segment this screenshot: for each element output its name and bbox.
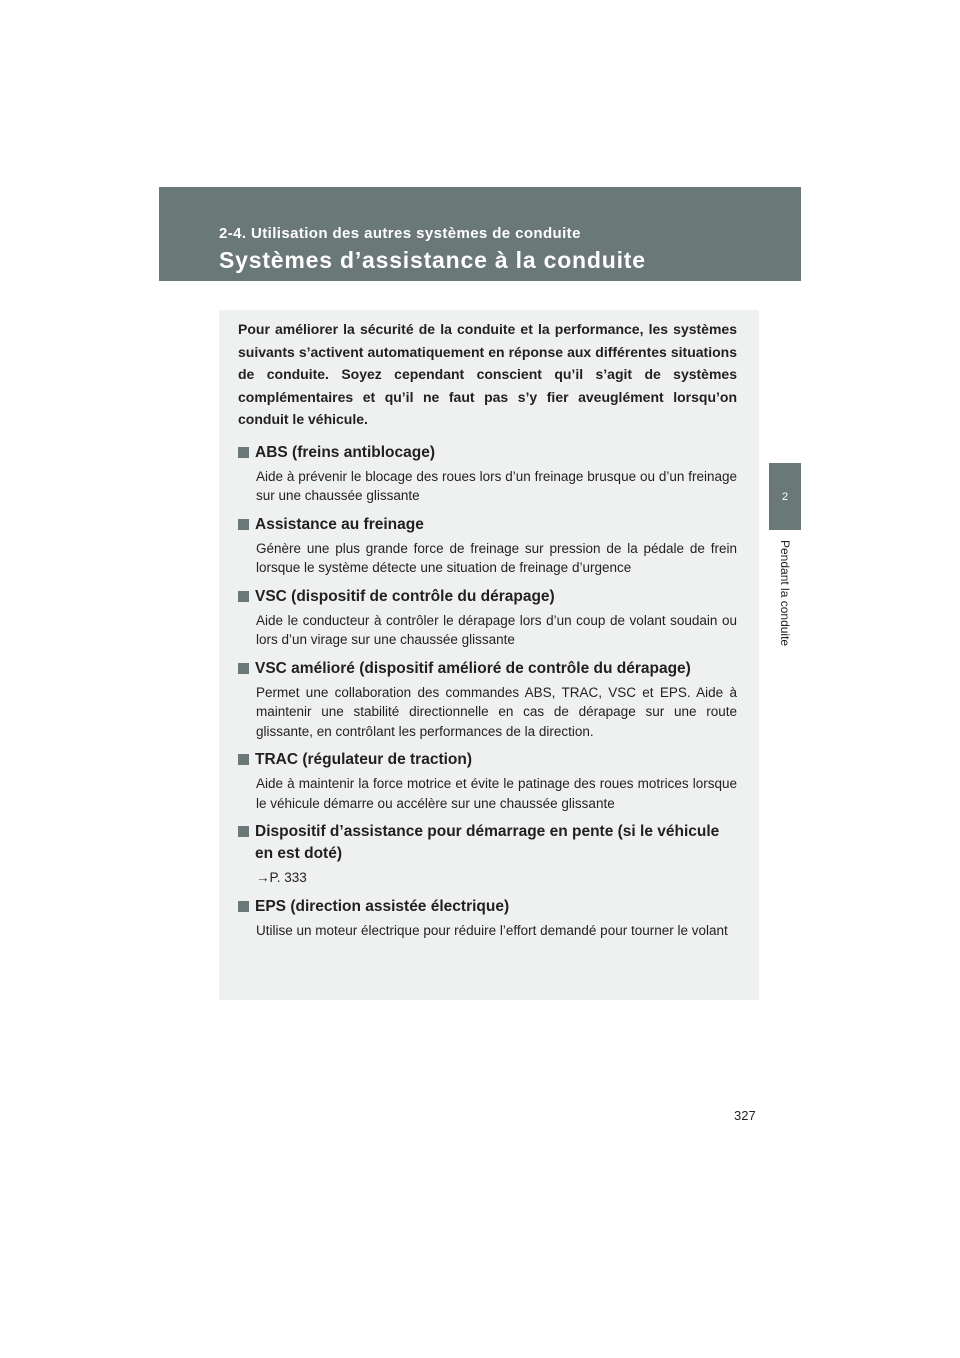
page-reference-link[interactable]: →P. 333 [256,870,307,885]
feature-description: Aide à maintenir la force motrice et évite le patinage des roues motrices lorsque le véhicule démarre ou accélère sur une chaussée glissante [256,776,737,811]
feature-description: Génère une plus grande force de freinage sur pression de la pédale de frein lorsque le système détecte une situation de freinage d’urgence [256,540,737,575]
feature-title: EPS (direction assistée électrique) [255,897,510,915]
feature-title: ABS (freins antiblocage) [255,443,435,461]
feature-hill-start-assist [238,821,737,888]
square-bullet-icon [238,591,249,602]
page-number: 327 [734,1108,756,1123]
square-bullet-icon [238,826,249,837]
chapter-tab [769,463,801,530]
feature-title: VSC amélioré (dispositif amélioré de contrôle du dérapage) [255,659,691,677]
section-label: 2-4. Utilisation des autres systèmes de conduite [219,225,581,242]
feature-title: Dispositif d’assistance pour démarrage en pente (si le véhicule en est doté) [255,823,720,862]
square-bullet-icon [238,754,249,765]
header-band [159,187,801,281]
feature-description: Aide à prévenir le blocage des roues lors d’un freinage brusque ou d’un freinage sur une chaussée glissante [256,468,737,503]
feature-vsc-enhanced [238,658,737,742]
feature-title: VSC (dispositif de contrôle du dérapage) [255,587,555,605]
square-bullet-icon [238,901,249,912]
square-bullet-icon [238,447,249,458]
feature-description: Utilise un moteur électrique pour réduire l’effort demandé pour tourner le volant [256,922,728,938]
intro-paragraph: Pour améliorer la sécurité de la conduite et la performance, les systèmes suivants s’activent automatiquement en réponse aux différentes situations de conduite. Soyez cependant conscient qu’il s’agit de systèmes complémentaires et qu’il ne faut pas s’y fier aveuglément lorsqu’on conduit le véhicule. [238,321,737,427]
feature-title: Assistance au freinage [255,515,424,533]
content-box [219,310,759,1000]
feature-eps [238,896,737,941]
feature-description: Permet une collaboration des commandes ABS, TRAC, VSC et EPS. Aide à maintenir une stabilité directionnelle en cas de dérapage sur une route glissante, en contrôlant les performances de la direction. [256,684,737,739]
feature-description: Aide le conducteur à contrôler le dérapage lors d’un coup de volant soudain ou lors d’un virage sur une chaussée glissante [256,612,737,647]
feature-vsc [238,586,737,650]
feature-abs [238,442,737,506]
feature-title: TRAC (régulateur de traction) [255,751,473,768]
square-bullet-icon [238,663,249,674]
feature-brake-assist [238,514,737,578]
page-title: Systèmes d’assistance à la conduite [219,247,646,273]
feature-trac [238,749,737,813]
chapter-label: Pendant la conduite [778,540,792,647]
chapter-number: 2 [781,490,789,503]
square-bullet-icon [238,519,249,530]
